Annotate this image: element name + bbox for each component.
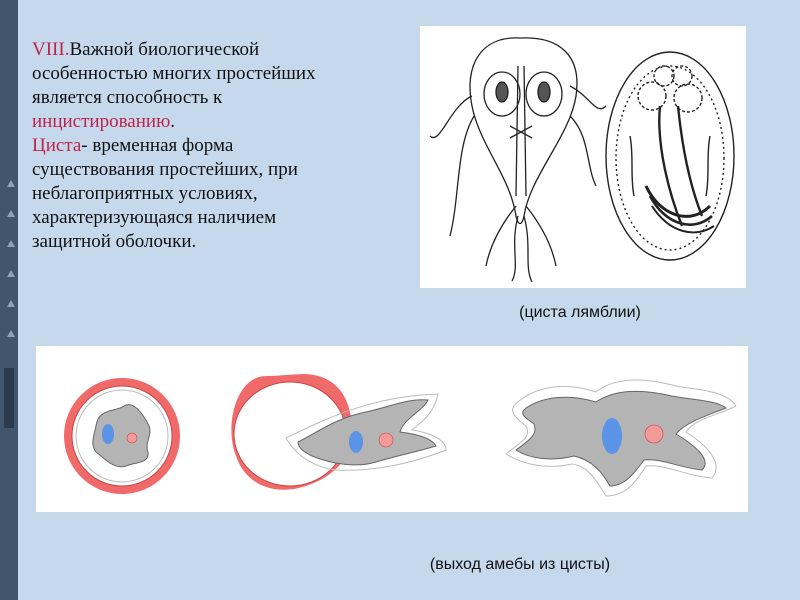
decor-triangle	[7, 270, 15, 277]
free-amoeba-drawing	[506, 380, 736, 496]
slide-text	[32, 38, 412, 254]
giardia-caption: (циста лямблии)	[519, 304, 641, 321]
decor-triangle	[7, 330, 15, 337]
text-line: защитной оболочки.	[32, 231, 197, 252]
text-line: Циста- временная форма	[32, 135, 234, 156]
term-encystment: инцистированию	[32, 111, 171, 132]
amoeba-in-cyst-drawing	[64, 378, 180, 494]
decor-block	[4, 368, 14, 428]
amoeba-figure	[36, 346, 748, 512]
giardia-illustration	[420, 26, 746, 288]
giardia-trophozoite-drawing	[430, 38, 606, 282]
amoeba-exiting-cyst-drawing	[231, 374, 446, 490]
term-cyst: Циста	[32, 135, 82, 156]
text-line: неблагоприятных условиях,	[32, 183, 258, 204]
text-line: инцистированию.	[32, 111, 176, 132]
text-line: характеризующаяся наличием	[32, 207, 277, 228]
text-line: является способность к	[32, 87, 223, 108]
amoeba-caption: (выход амебы из цисты)	[429, 556, 611, 573]
giardia-cyst-drawing	[606, 52, 734, 260]
decor-triangle	[7, 240, 15, 247]
text-line: VIII.Важной биологической	[32, 39, 260, 60]
sidebar-stripe	[0, 0, 18, 600]
decor-triangle	[7, 300, 15, 307]
amoeba-illustration	[36, 346, 748, 512]
text-line: особенностью многих простейших	[32, 63, 316, 84]
giardia-figure	[420, 26, 746, 288]
decor-triangle	[7, 180, 15, 187]
section-numeral: VIII.	[32, 39, 70, 60]
text-line: существования простейших, при	[32, 159, 298, 180]
decor-triangle	[7, 210, 15, 217]
